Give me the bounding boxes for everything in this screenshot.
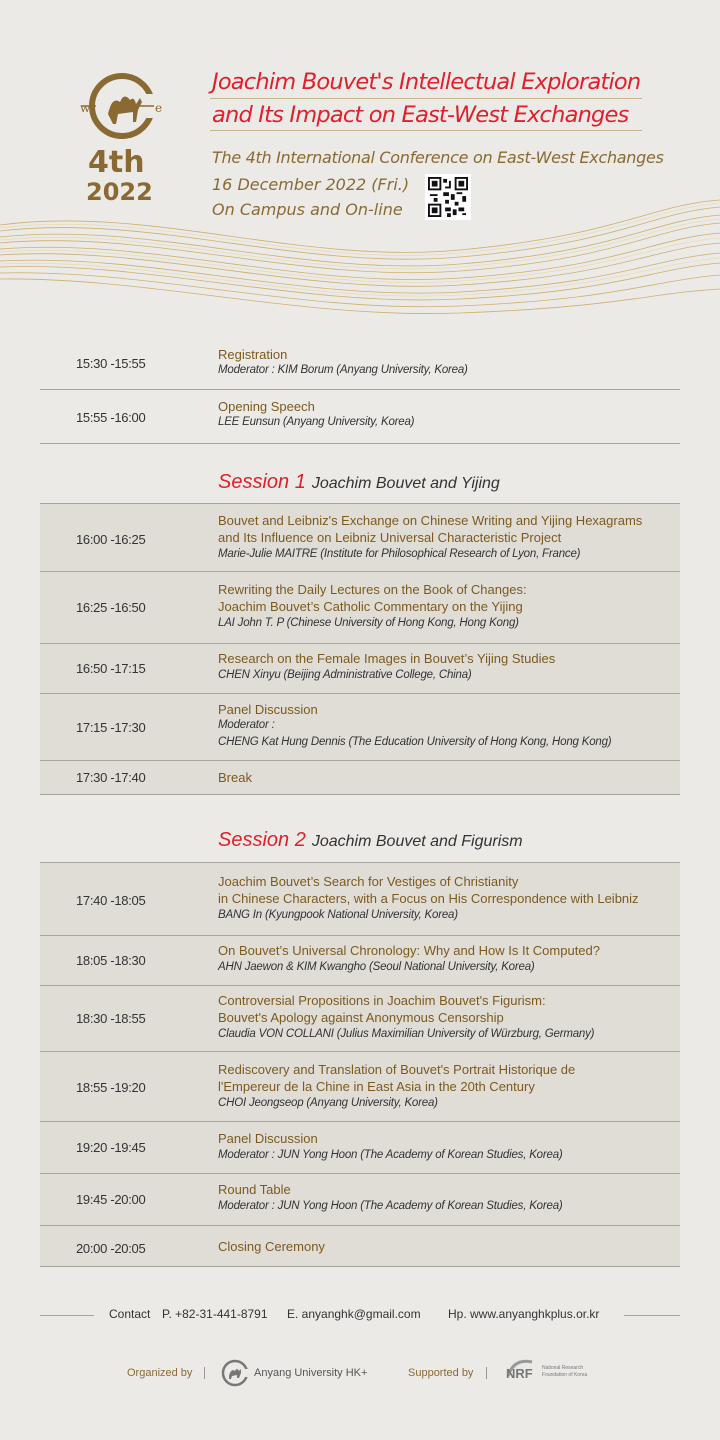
row-subtitle: Moderator : JUN Yong Hoon (The Academy of Korean Studies, Korea) (218, 1149, 563, 1161)
poster-title (212, 66, 652, 132)
row-subtitle: BANG In (Kyungpook National University, Korea) (218, 909, 458, 921)
supporter-abbreviation: NRF (506, 1366, 533, 1381)
row-time: 15:30 -15:55 (76, 356, 146, 371)
row-subtitle: Marie-Julie MAITRE (Institute for Philosophical Research of Lyon, France) (218, 548, 581, 560)
qr-code-icon (428, 177, 468, 217)
contact-phone[interactable]: P. +82-31-441-8791 (162, 1307, 268, 1321)
row-time: 19:45 -20:00 (76, 1192, 146, 1207)
schedule-row (40, 572, 680, 644)
row-subtitle: CHOI Jeongseop (Anyang University, Korea) (218, 1097, 438, 1109)
row-title: and Its Influence on Leibniz Universal Characteristic Project (218, 530, 562, 545)
schedule-row (40, 644, 680, 694)
row-title: Rediscovery and Translation of Bouvet's Portrait Historique de (218, 1062, 576, 1077)
svg-text:e: e (155, 101, 163, 115)
qr-code[interactable] (425, 174, 471, 220)
row-subtitle: CHENG Kat Hung Dennis (The Education University of Hong Kong, Hong Kong) (218, 736, 612, 748)
title-line-2: and Its Impact on East-West Exchanges (212, 102, 629, 128)
row-title: Round Table (218, 1182, 291, 1197)
row-title: Bouvet's Apology against Anonymous Censorship (218, 1010, 504, 1025)
title-divider (210, 130, 642, 131)
contact-email[interactable]: E. anyanghk@gmail.com (287, 1307, 421, 1321)
schedule-row (40, 1174, 680, 1226)
schedule-row (40, 504, 680, 572)
schedule-row (40, 986, 680, 1052)
contact-divider-left (40, 1315, 94, 1316)
organizer-name: Anyang University HK+ (254, 1367, 368, 1379)
schedule-row (40, 1122, 680, 1174)
row-title: in Chinese Characters, with a Focus on His Correspondence with Leibniz (218, 891, 639, 906)
conference-logo (78, 66, 168, 216)
schedule-row (40, 1052, 680, 1122)
schedule-row (40, 761, 680, 795)
row-title: Joachim Bouvet’s Search for Vestiges of Christianity (218, 874, 519, 889)
row-title: Bouvet and Leibniz's Exchange on Chinese Writing and Yijing Hexagrams (218, 513, 643, 528)
row-title: Panel Discussion (218, 702, 318, 717)
row-subtitle: Moderator : (218, 719, 275, 731)
row-title: Panel Discussion (218, 1131, 318, 1146)
session-1-schedule (40, 504, 680, 795)
schedule-row (40, 694, 680, 761)
row-time: 18:05 -18:30 (76, 953, 146, 968)
row-time: 17:15 -17:30 (76, 720, 146, 735)
footer-sponsors (0, 1356, 720, 1392)
row-subtitle: Moderator : KIM Borum (Anyang University, Korea) (218, 364, 468, 376)
footer-separator (486, 1367, 487, 1379)
footer-separator (204, 1367, 205, 1379)
anyang-logo-icon (220, 1358, 250, 1388)
supporter-name-line-1: National Research (542, 1365, 584, 1371)
supported-by-label: Supported by (408, 1367, 474, 1379)
session-name: Joachim Bouvet and Yijing (311, 475, 500, 492)
title-divider (210, 98, 642, 99)
organized-by-label: Organized by (127, 1367, 193, 1379)
row-title: Break (218, 770, 252, 785)
row-time: 16:00 -16:25 (76, 532, 146, 547)
row-title: Controversial Propositions in Joachim Bouvet's Figurism: (218, 993, 546, 1008)
row-title: Joachim Bouvet’s Catholic Commentary on the Yijing (218, 599, 523, 614)
conference-subtitle: The 4th International Conference on East-West Exchanges (212, 148, 664, 167)
schedule-row (40, 390, 680, 444)
row-time: 16:25 -16:50 (76, 600, 146, 615)
row-subtitle: LEE Eunsun (Anyang University, Korea) (218, 416, 415, 428)
row-subtitle: CHEN Xinyu (Beijing Administrative College, China) (218, 669, 472, 681)
row-subtitle: Claudia VON COLLANI (Julius Maximilian University of Würzburg, Germany) (218, 1028, 595, 1040)
camel-logo-icon (78, 66, 168, 146)
row-title: Research on the Female Images in Bouvet’s Yijing Studies (218, 651, 556, 666)
contact-divider-right (624, 1315, 680, 1316)
contact-label: Contact (109, 1307, 151, 1321)
row-title: Closing Ceremony (218, 1239, 325, 1254)
session-2-heading (218, 829, 523, 852)
opening-schedule (40, 338, 680, 444)
schedule-row (40, 1226, 680, 1267)
row-time: 20:00 -20:05 (76, 1241, 146, 1256)
row-time: 16:50 -17:15 (76, 661, 146, 676)
row-title: Rewriting the Daily Lectures on the Book of Changes: (218, 582, 527, 597)
row-subtitle: Moderator : JUN Yong Hoon (The Academy of Korean Studies, Korea) (218, 1200, 563, 1212)
session-label: Session 1 (218, 471, 306, 493)
schedule-row (40, 338, 680, 390)
session-label: Session 2 (218, 829, 306, 851)
edition-year: 2022 (86, 178, 153, 206)
row-time: 18:55 -19:20 (76, 1080, 146, 1095)
row-subtitle: AHN Jaewon & KIM Kwangho (Seoul National University, Korea) (218, 961, 535, 973)
supporter-name-line-2: Foundation of Korea (542, 1372, 588, 1378)
row-title: l'Empereur de la Chine in East Asia in the 20th Century (218, 1079, 535, 1094)
row-time: 15:55 -16:00 (76, 410, 146, 425)
row-title: Opening Speech (218, 399, 315, 414)
title-line-1: Joachim Bouvet's Intellectual Exploration (212, 69, 641, 95)
poster-header (0, 0, 720, 320)
edition-number: 4th (88, 145, 145, 180)
row-time: 17:30 -17:40 (76, 770, 146, 785)
conference-date: 16 December 2022 (Fri.) (212, 175, 410, 194)
session-2-schedule (40, 863, 680, 1267)
conference-venue: On Campus and On-line (212, 200, 403, 219)
row-title: On Bouvet’s Universal Chronology: Why and How Is It Computed? (218, 943, 600, 958)
row-time: 17:40 -18:05 (76, 893, 146, 908)
row-time: 18:30 -18:55 (76, 1011, 146, 1026)
session-name: Joachim Bouvet and Figurism (311, 833, 523, 850)
svg-text:w: w (80, 101, 91, 115)
row-subtitle: LAI John T. P (Chinese University of Hong Kong, Hong Kong) (218, 617, 519, 629)
row-title: Registration (218, 347, 288, 362)
contact-website[interactable]: Hp. www.anyanghkplus.or.kr (448, 1307, 600, 1321)
row-time: 19:20 -19:45 (76, 1140, 146, 1155)
session-1-heading (218, 471, 500, 494)
contact-bar (0, 1305, 720, 1325)
schedule-row (40, 863, 680, 936)
schedule-row (40, 936, 680, 986)
